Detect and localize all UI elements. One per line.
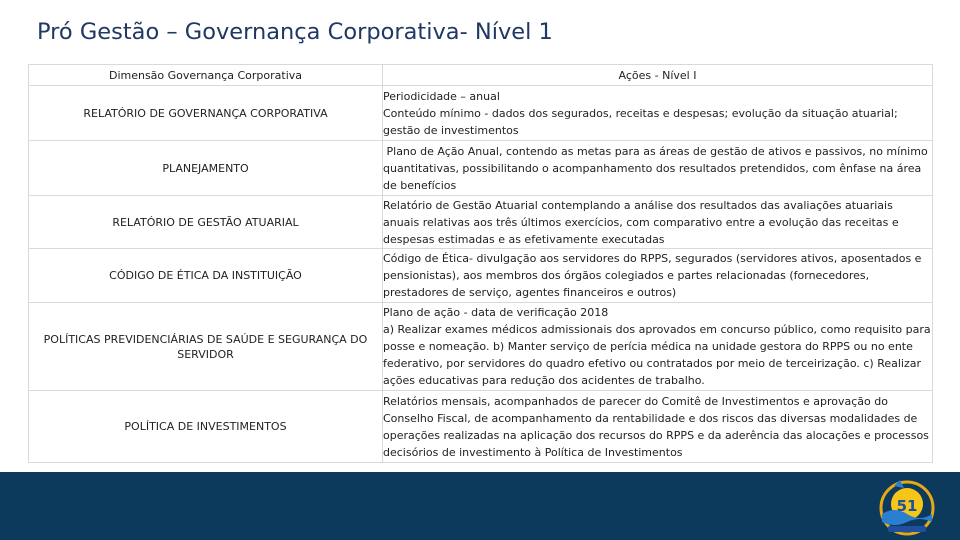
action-text: Código de Ética- divulgação aos servidores do RPPS, segurados (servidores ativos, aposentados e pensionistas), aos membros dos órgãos colegiados e partes relacionadas (fornecedores, prestadores de serviço, agentes financeiros e outros) [383,252,922,299]
action-cell [383,303,933,391]
table-row [29,86,933,141]
logo-text: 51 [896,497,918,515]
header-actions: Ações - Nível I [383,65,933,86]
action-cell [383,391,933,463]
action-cell [383,249,933,303]
page-title: Pró Gestão – Governança Corporativa- Nível 1 [37,19,553,45]
header-dimension: Dimensão Governança Corporativa [29,65,383,86]
table-row [29,391,933,463]
action-text: Periodicidade – anual Conteúdo mínimo - dados dos segurados, receitas e despesas; evolução da situação atuarial; gestão de investimentos [383,89,898,137]
action-text: Relatórios mensais, acompanhados de parecer do Comitê de Investimentos e aprovação do Conselho Fiscal, de acompanhamento da rentabilidade e dos riscos das diversas modalidades de operações realizadas na aplicação dos recursos do RPPS e da aderência das alocações e processos decisórios de investimento à Política de Investimentos [383,394,929,459]
action-text: Relatório de Gestão Atuarial contemplando a análise dos resultados das avaliações atuariais anuais relativas aos três últimos exercícios, com comparativo entre a evolução das receitas e despesas estimadas e as efetivamente executadas [383,198,899,246]
action-cell [383,86,933,141]
dimension-cell: CÓDIGO DE ÉTICA DA INSTITUIÇÃO [29,249,383,303]
action-cell [383,196,933,249]
dimension-cell: RELATÓRIO DE GESTÃO ATUARIAL [29,196,383,249]
action-text: Plano de ação - data de verificação 2018 a) Realizar exames médicos admissionais dos aprovados em concurso público, como requisito para posse e nomeação. b) Manter serviço de perícia médica na unidade gestora do RPPS ou no ente federativo, por servidores do quadro efetivo ou contratados por meio de terceirização. c) Realizar ações educativas para redução dos acidentes de trabalho. [383,306,931,387]
action-cell [383,141,933,196]
dimension-cell: POLÍTICA DE INVESTIMENTOS [29,391,383,463]
action-text: Plano de Ação Anual, contendo as metas para as áreas de gestão de ativos e passivos, no mínimo quantitativas, possibilitando o acompanhamento dos resultados pretendidos, com ênfase na área de benefícios [383,144,932,192]
dimension-cell: POLÍTICAS PREVIDENCIÁRIAS DE SAÚDE E SEGURANÇA DO SERVIDOR [29,303,383,391]
dimension-cell: PLANEJAMENTO [29,141,383,196]
table-row [29,141,933,196]
table-header-row [29,65,933,86]
table-row [29,303,933,391]
dimension-cell: RELATÓRIO DE GOVERNANÇA CORPORATIVA [29,86,383,141]
table-row [29,249,933,303]
municipal-logo-icon [874,478,940,538]
governance-table [28,64,933,463]
table-row [29,196,933,249]
footer-bar [0,472,960,540]
